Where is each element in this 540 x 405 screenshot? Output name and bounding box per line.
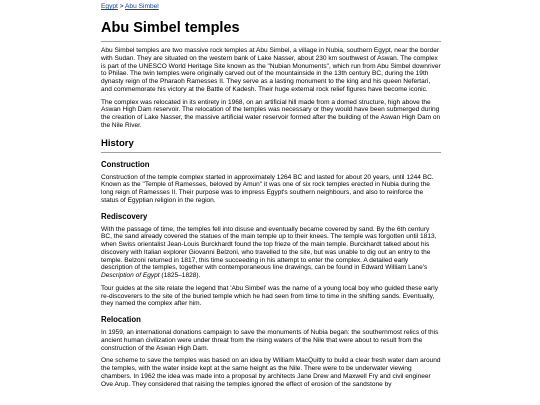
- subsection-heading-relocation: Relocation: [101, 315, 141, 324]
- relocation-paragraph-2: One scheme to save the temples was based on an idea by William MacQuitty to build a clear fresh water dam around the temples, with the water inside kept at the same height as the Nile. There were to be underwater viewing chambers. In 1962 the idea was made into a proposal by architects Jane Drew and Maxwell Fry and civil engineer Ove Arup. They considered that raising the temples ignored the effect of erosion of the sandstone by: [101, 357, 441, 388]
- subsection-heading-rediscovery: Rediscovery: [101, 211, 148, 221]
- intro-paragraph-1: Abu Simbel temples are two massive rock temples at Abu Simbel, a village in Nubia, southern Egypt, near the border with Sudan. They are situated on the western bank of Lake Nasser, about 230 km southwest of Aswan. The complex is part of the UNESCO World Heritage Site known as the "Nubian Monuments", which run from Abu Simbel downriver to Philae. The twin temples were originally carved out of the mountainside in the 13th century BC, during the 19th dynasty reign of the Pharaoh Ramesses II. They serve as a lasting monument to the king and his queen Nefertari, and commemorate his victory at the Battle of Kadesh. Their huge external rock relief figures have become iconic.: [101, 47, 441, 93]
- construction-paragraph: Construction of the temple complex started in approximately 1264 BC and lasted for about 20 years, until 1244 BC. Known as the "Temple of Ramesses, beloved by Amun" it was one of six rock temples erected in Nubia during the long reign of Ramesses II. Their purpose was to impress Egypt's southern neighbours, and also to reinforce the status of Egyptian religion in the region.: [101, 173, 434, 204]
- breadcrumb-link-abu-simbel[interactable]: Abu Simbel: [125, 3, 159, 10]
- subsection-heading-construction: Construction: [101, 159, 150, 169]
- breadcrumb-separator: >: [117, 3, 126, 10]
- book-title: Description of Egypt: [101, 272, 160, 279]
- relocation-paragraph-1: In 1959, an international donations campaign to save the monuments of Nubia began: the southernmost relics of this ancient human civilization were under threat from the rising waters of the Nile that were about to result from the construction of the Aswan High Dam.: [101, 329, 439, 352]
- breadcrumb-link-egypt[interactable]: Egypt: [101, 3, 118, 10]
- section-heading-history: History: [101, 138, 441, 153]
- rediscovery-paragraph-1: [101, 226, 441, 280]
- intro-paragraph-2: The complex was relocated in its entirety in 1968, on an artificial hill made from a domed structure, high above the Aswan High Dam reservoir. The relocation of the temples was necessary or they would have been submerged during the creation of Lake Nasser, the massive artificial water reservoir formed after the building of the Aswan High Dam on the Nile River.: [101, 98, 441, 129]
- rediscovery-text-end: (1825–1828).: [159, 272, 201, 279]
- breadcrumb: [101, 3, 441, 11]
- article-content: [101, 0, 441, 388]
- rediscovery-text: With the passage of time, the temples fell into disuse and eventually became covered by sand. By the 6th century BC, the sand already covered the statues of the main temple up to their knees. The temple was forgotten until 1813, when Swiss orientalist Jean-Louis Burckhardt found the top frieze of the main temple. Burckhardt talked about his discovery with Italian explorer Giovanni Belzoni, who travelled to the site, but was unable to dig out an entry to the temple. Belzoni returned in 1817, this time succeeding in his attempt to enter the complex. A detailed early description of the temples, together with contemporaneous line drawings, can be found in Edward William Lane's: [101, 225, 437, 272]
- page-title: Abu Simbel temples: [101, 20, 441, 42]
- rediscovery-paragraph-2: Tour guides at the site relate the legend that 'Abu Simbel' was the name of a young local boy who guided these early re-discoverers to the site of the buried temple which he had seen from time to time in the shifting sands. Eventually, they named the complex after him.: [101, 284, 438, 308]
